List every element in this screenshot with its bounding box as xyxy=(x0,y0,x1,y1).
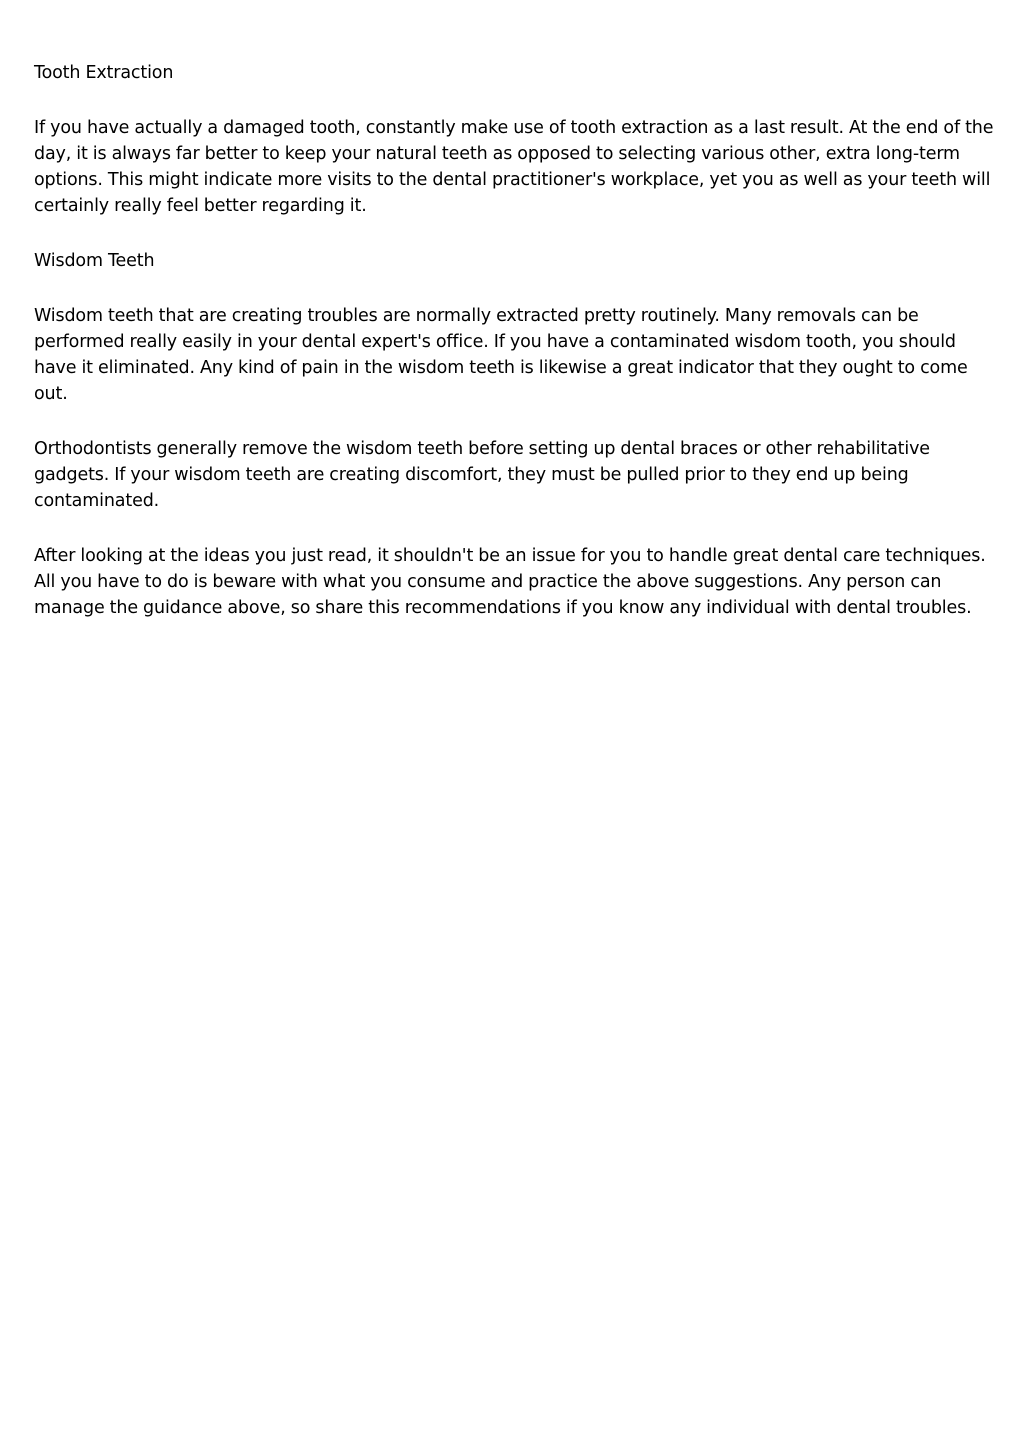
paragraph-wisdom-teeth-1: Wisdom teeth that are creating troubles are normally extracted pretty routinely. Many removals can be performed really easily in your dental expert's office. If you have a contaminated wisdom tooth, you should have it eliminated. Any kind of pain in the wisdom teeth is likewise a great indicator that they ought to come out. xyxy=(34,306,968,404)
paragraph-wisdom-teeth-2: Orthodontists generally remove the wisdom teeth before setting up dental braces or other rehabilitative gadgets. If your wisdom teeth are creating discomfort, they must be pulled prior to they end up being contaminated. xyxy=(34,439,930,511)
paragraph-tooth-extraction: If you have actually a damaged tooth, constantly make use of tooth extraction as a last result. At the end of the day, it is always far better to keep your natural teeth as opposed to selecting various other, extra long-term options. This might indicate more visits to the dental practitioner's workplace, yet you as well as your teeth will certainly really feel better regarding it. xyxy=(34,118,994,216)
section-heading-wisdom-teeth: Wisdom Teeth xyxy=(34,251,155,271)
document-page xyxy=(34,60,994,650)
section-heading-tooth-extraction: Tooth Extraction xyxy=(34,63,174,83)
paragraph-conclusion: After looking at the ideas you just read, it shouldn't be an issue for you to handle great dental care techniques. All you have to do is beware with what you consume and practice the above suggestions. Any person can manage the guidance above, so share this recommendations if you know any individual with dental troubles. xyxy=(34,546,986,618)
